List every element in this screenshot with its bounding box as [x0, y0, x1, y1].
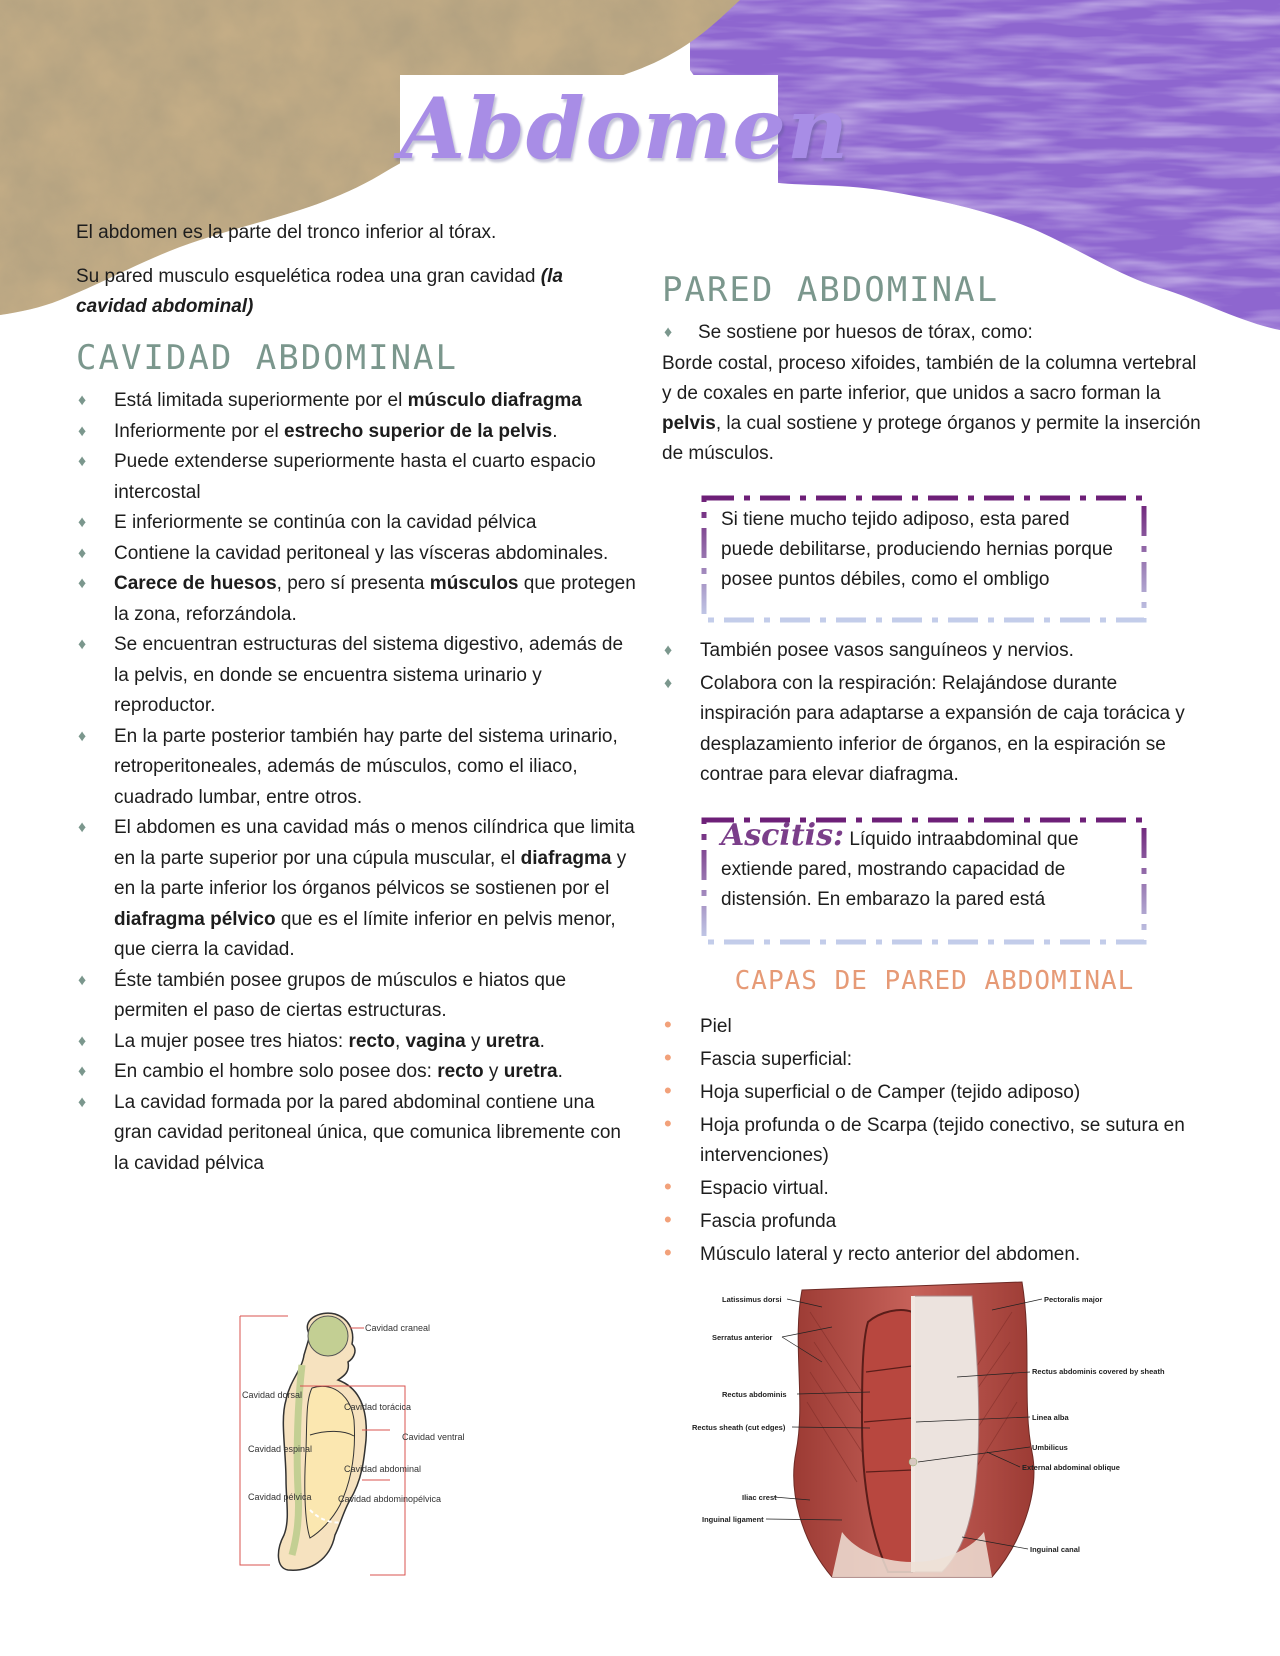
- list-item: [76, 508, 636, 539]
- diamond-bullet-icon: ♦: [78, 392, 87, 409]
- bold-text: pelvis: [662, 412, 716, 434]
- list-item: [76, 1027, 636, 1058]
- list-item: [76, 813, 636, 966]
- text-run: .: [557, 1061, 563, 1082]
- note-box-hernias: [696, 490, 1152, 628]
- ascitis-definition: Líquido intraabdominal que extiende pared, mostrando capacidad de distensión. En embarazo la pared está: [721, 829, 1079, 910]
- list-item: [76, 447, 636, 508]
- bold-text: Carece de huesos: [114, 573, 277, 594]
- diamond-bullet-icon: ♦: [78, 422, 87, 440]
- list-item: [662, 1045, 1207, 1075]
- text-run: .: [552, 420, 558, 442]
- label-rectus-sheath: Rectus sheath (cut edges): [692, 1423, 786, 1432]
- diamond-bullet-icon: ♦: [78, 1032, 87, 1050]
- label-cavidad-abdominal: Cavidad abdominal: [344, 1464, 422, 1474]
- label-cavidad-espinal: Cavidad espinal: [248, 1444, 313, 1454]
- intro-line-2: [76, 262, 636, 322]
- text-run: La mujer posee tres hiatos:: [114, 1030, 349, 1052]
- diamond-bullet-icon: ♦: [78, 819, 87, 836]
- body-cavities-figure: [240, 1310, 465, 1580]
- page-title: Abdomen: [400, 79, 850, 178]
- bold-text: recto: [437, 1061, 484, 1082]
- dot-bullet-icon: •: [664, 1045, 672, 1070]
- bold-text: uretra: [485, 1030, 540, 1052]
- label-inguinal-canal: Inguinal canal: [1030, 1545, 1081, 1554]
- bold-text: músculo diafragma: [407, 390, 582, 411]
- dot-bullet-icon: •: [664, 1078, 672, 1103]
- diamond-bullet-icon: ♦: [78, 1063, 87, 1080]
- dot-bullet-icon: •: [664, 1174, 672, 1199]
- list-item: [662, 1207, 1207, 1237]
- dot-bullet-icon: •: [664, 1207, 672, 1232]
- list-item: [662, 318, 1207, 349]
- text-run: Éste también posee grupos de músculos e hiatos que permiten el paso de ciertas estructuras.: [114, 969, 567, 1021]
- list-item: [662, 1012, 1207, 1042]
- note-box-ascitis: [696, 812, 1152, 950]
- capas-section: [662, 966, 1207, 1273]
- list-item: [76, 966, 636, 1027]
- label-linea-alba: Linea alba: [1032, 1413, 1069, 1422]
- bold-text: estrecho superior de la pelvis: [284, 420, 553, 442]
- dot-bullet-icon: •: [664, 1240, 672, 1265]
- list-item: [662, 1078, 1207, 1108]
- pared-heading: PARED ABDOMINAL: [662, 270, 1000, 310]
- capas-heading: CAPAS DE PARED ABDOMINAL: [734, 966, 1135, 996]
- dot-bullet-icon: •: [664, 1012, 672, 1037]
- list-item-text: Fascia superficial:: [700, 1049, 853, 1070]
- list-item: [76, 722, 636, 814]
- note-box-ascitis-text: [721, 818, 1117, 915]
- cavidad-list: [76, 386, 636, 1179]
- text-run: ,: [394, 1030, 406, 1052]
- list-item: [76, 1088, 636, 1180]
- pared-first-list: [662, 318, 1207, 349]
- text-run: y en la parte inferior los órganos pélvicos se sostienen por el: [114, 847, 627, 899]
- abdominal-muscles-figure: [692, 1282, 1165, 1582]
- cavidad-heading: CAVIDAD ABDOMINAL: [76, 338, 458, 378]
- right-column: [662, 270, 1207, 469]
- diamond-bullet-icon: ♦: [664, 642, 673, 659]
- diamond-bullet-icon: ♦: [664, 674, 673, 692]
- text-run: Se encuentran estructuras del sistema digestivo, además de la pelvis, en donde se encuentra sistema urinario y reproductor.: [114, 634, 624, 716]
- ascitis-term: Ascitis:: [721, 818, 845, 853]
- text-run: Está limitada superiormente por el: [114, 390, 408, 411]
- text-run: En la parte posterior también hay parte del sistema urinario, retroperitoneales, además de músculos, como el iliaco, cuadrado lumbar, entre otros.: [114, 725, 618, 808]
- label-cavidad-pelvica: Cavidad pélvica: [248, 1492, 312, 1502]
- note-box-hernias-text: Si tiene mucho tejido adiposo, esta pared puede debilitarse, produciendo hernias porque posee puntos débiles, como el ombligo: [721, 509, 1113, 590]
- text-run: que es el límite inferior en pelvis menor, que cierra la cavidad.: [114, 908, 616, 960]
- bold-text: diafragma pélvico: [114, 908, 276, 930]
- label-serratus-anterior: Serratus anterior: [712, 1333, 773, 1342]
- label-umbilicus: Umbilicus: [1032, 1443, 1068, 1452]
- list-item-text: Fascia profunda: [700, 1211, 837, 1232]
- bold-text: recto: [348, 1030, 395, 1052]
- diamond-bullet-icon: ♦: [78, 636, 87, 653]
- label-cavidad-craneal: Cavidad craneal: [365, 1323, 431, 1333]
- label-iliac-crest: Iliac crest: [742, 1493, 777, 1502]
- pared-continuation: [662, 349, 1207, 469]
- label-rectus-abdominis: Rectus abdominis: [722, 1390, 787, 1399]
- text-run: que protegen la zona, reforzándola.: [114, 573, 636, 625]
- label-cavidad-abdominopelvica: Cavidad abdominopélvica: [338, 1494, 442, 1504]
- list-item: [76, 630, 636, 722]
- intro-line-1: El abdomen es la parte del tronco inferior al tórax.: [76, 222, 497, 243]
- text-run: y: [483, 1061, 504, 1082]
- list-item-text: Se sostiene por huesos de tórax, como:: [698, 322, 1033, 343]
- capas-list: [662, 1012, 1207, 1270]
- text-run: Borde costal, proceso xifoides, también de la columna vertebral y de coxales en parte inferior, que unidos a sacro forman la: [662, 352, 1197, 404]
- list-item-text: Músculo lateral y recto anterior del abdomen.: [700, 1244, 1081, 1265]
- label-inguinal-ligament: Inguinal ligament: [702, 1515, 764, 1524]
- label-cavidad-toracica: Cavidad torácica: [344, 1402, 412, 1412]
- diamond-bullet-icon: ♦: [78, 1093, 87, 1111]
- label-external-oblique: External abdominal oblique: [1022, 1463, 1120, 1472]
- text-run: La cavidad formada por la pared abdominal contiene una gran cavidad peritoneal única, que comunica libremente con la cavidad pélvica: [114, 1091, 621, 1174]
- label-cavidad-dorsal: Cavidad dorsal: [242, 1390, 303, 1400]
- list-item: [662, 1111, 1207, 1171]
- label-rectus-covered: Rectus abdominis covered by sheath: [1032, 1367, 1165, 1376]
- text-run: y: [465, 1030, 486, 1052]
- text-run: , la cual sostiene y protege órganos y permite la inserción de músculos.: [662, 412, 1201, 464]
- list-item-text: Piel: [700, 1016, 732, 1037]
- text-run: El abdomen es una cavidad más o menos cilíndrica que limita en la parte superior por una cúpula muscular, el: [114, 817, 635, 869]
- list-item-text: Hoja superficial o de Camper (tejido adiposo): [700, 1082, 1081, 1103]
- diamond-bullet-icon: ♦: [78, 453, 87, 470]
- left-column: [76, 218, 636, 1179]
- bold-text: vagina: [405, 1030, 466, 1052]
- pared-list-wrapper: [662, 636, 1207, 793]
- dot-bullet-icon: •: [664, 1111, 672, 1136]
- pared-list: [662, 636, 1207, 791]
- text-run: E inferiormente se continúa con la cavidad pélvica: [114, 512, 537, 533]
- text-run: Contiene la cavidad peritoneal y las vísceras abdominales.: [114, 542, 609, 564]
- text-run: Inferiormente por el: [114, 420, 285, 442]
- diamond-bullet-icon: ♦: [78, 727, 87, 745]
- list-item-text: Colabora con la respiración: Relajándose durante inspiración para adaptarse a expansión de caja torácica y desplazamiento inferior de órganos, en la espiración se contrae para elevar diafragma.: [700, 672, 1185, 785]
- list-item-text: Hoja profunda o de Scarpa (tejido conectivo, se sutura en intervenciones): [700, 1115, 1185, 1166]
- list-item: [76, 386, 636, 417]
- list-item: [662, 1240, 1207, 1270]
- label-pectoralis-major: Pectoralis major: [1044, 1295, 1103, 1304]
- bold-text: diafragma: [520, 847, 612, 869]
- list-item: [76, 417, 636, 448]
- diamond-bullet-icon: ♦: [78, 544, 87, 562]
- diamond-bullet-icon: ♦: [78, 971, 87, 989]
- diamond-bullet-icon: ♦: [664, 324, 673, 341]
- diamond-bullet-icon: ♦: [78, 575, 87, 592]
- diamond-bullet-icon: ♦: [78, 514, 87, 531]
- list-item: [76, 1057, 636, 1088]
- list-item: [662, 636, 1207, 667]
- list-item-text: También posee vasos sanguíneos y nervios.: [700, 640, 1074, 661]
- label-cavidad-ventral: Cavidad ventral: [402, 1432, 465, 1442]
- list-item: [76, 569, 636, 630]
- text-run: Puede extenderse superiormente hasta el cuarto espacio intercostal: [114, 451, 596, 503]
- bold-text: músculos: [429, 573, 519, 594]
- list-item: [662, 1174, 1207, 1204]
- text-run: , pero sí presenta: [276, 573, 430, 594]
- text-run: .: [539, 1030, 545, 1052]
- intro-line-2-text: Su pared musculo esquelética rodea una gran cavidad: [76, 266, 541, 287]
- title-card: [400, 75, 850, 190]
- list-item-text: Espacio virtual.: [700, 1178, 829, 1199]
- intro-line-2-emph: (la cavidad abdominal): [76, 266, 563, 317]
- text-run: En cambio el hombre solo posee dos:: [114, 1061, 438, 1082]
- bold-text: uretra: [503, 1061, 558, 1082]
- list-item: [76, 539, 636, 570]
- list-item: [662, 669, 1207, 791]
- label-latissimus-dorsi: Latissimus dorsi: [722, 1295, 782, 1304]
